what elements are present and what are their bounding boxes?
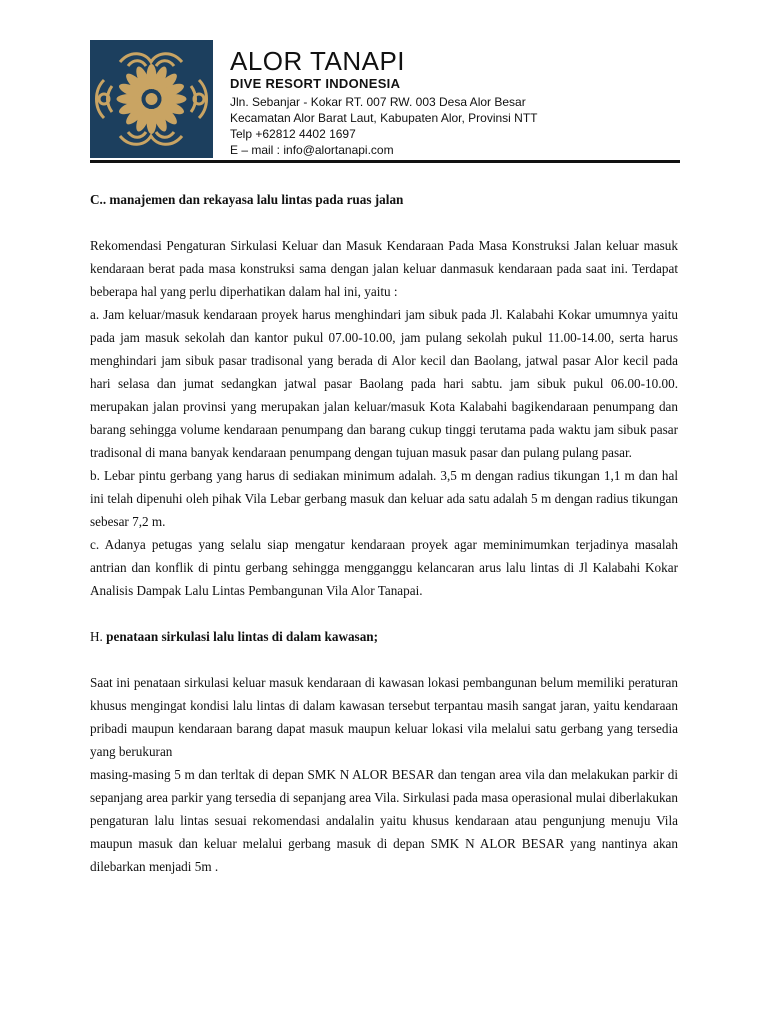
company-address-line-2: Kecamatan Alor Barat Laut, Kabupaten Alor, Provinsi NTT (230, 111, 538, 125)
letterhead-divider (90, 160, 680, 163)
company-info (230, 46, 538, 158)
section-c-point-b: b. Lebar pintu gerbang yang harus di sediakan minimum adalah. 3,5 m dengan radius tikungan 1,1 m dan hal ini telah dipenuhi oleh pihak Vila Lebar gerbang masuk dan keluar ada satu adalah 5 m dengan radius tikungan sebesar 7,2 m. (90, 468, 678, 529)
ornamental-flower-logo-icon (90, 40, 213, 158)
document-body (90, 188, 678, 878)
section-h-paragraph-1: Saat ini penataan sirkulasi keluar masuk kendaraan di kawasan lokasi pembangunan belum memiliki peraturan khusus mengingat kondisi lalu lintas di dalam kawasan tersebut terpantau masih sangat jaran, yaitu kendaraan pribadi maupun kendaraan barang dapat masuk maupun keluar lokasi vila melalui satu gerbang yang tersedia yang berukuran (90, 675, 678, 759)
section-h-heading: penataan sirkulasi lalu lintas di dalam kawasan; (106, 629, 379, 644)
company-name: ALOR TANAPI (230, 46, 406, 76)
company-subtitle: DIVE RESORT INDONESIA (230, 76, 401, 91)
company-email: E – mail : info@alortanapi.com (230, 143, 394, 157)
section-c-point-a: a. Jam keluar/masuk kendaraan proyek harus menghindari jam sibuk pada Jl. Kalabahi Kokar umumnya yaitu pada jam masuk sekolah dan kantor pukul 07.00-10.00, jam pulang sekolah pukul 11.00-14.00, serta harus menghindari jam sibuk pasar tradisonal yang berada di Alor kecil dan Baolang, jatwal pasar Alor kecil pada hari selasa dan jumat sedangkan jatwal pasar Baolang pada hari sabtu. jam sibuk pukul 06.00-10.00. merupakan jalan provinsi yang merupakan jalan keluar/masuk Kota Kalabahi bagikendaraan penumpang dan barang sehingga volume kendaraan penumpang dan barang cukup tinggi terutama pada waktu jam sibuk pasar tradisonal di mana banyak kendaraan penumpang dengan tujuan masuk pasar dan pulang pulang pasar. (90, 307, 678, 460)
section-h-prefix: H. (90, 629, 107, 644)
section-c-intro: Rekomendasi Pengaturan Sirkulasi Keluar dan Masuk Kendaraan Pada Masa Konstruksi Jalan keluar masuk kendaraan berat pada masa konstruksi sama dengan jalan keluar danmasuk kendaraan pada saat ini. Terdapat beberapa hal yang perlu diperhatikan dalam hal ini, yaitu : (90, 238, 678, 299)
letterhead (90, 40, 680, 158)
section-c-heading: C.. manajemen dan rekayasa lalu lintas pada ruas jalan (90, 192, 404, 207)
section-c-point-c: c. Adanya petugas yang selalu siap mengatur kendaraan proyek agar meminimumkan terjadinya masalah antrian dan konflik di pintu gerbang sehingga mengganggu kelancaran arus lalu lintas di Jl Kalabahi Kokar Analisis Dampak Lalu Lintas Pembangunan Vila Alor Tanapai. (90, 537, 678, 598)
company-logo (90, 40, 213, 158)
section-h-heading-line (90, 625, 678, 648)
company-address-line-1: Jln. Sebanjar - Kokar RT. 007 RW. 003 Desa Alor Besar (230, 95, 526, 109)
company-phone: Telp +62812 4402 1697 (230, 127, 356, 141)
section-h-paragraph-2: masing-masing 5 m dan terltak di depan SMK N ALOR BESAR dan tengan area vila dan melakukan parkir di sepanjang area parkir yang tersedia di sepanjang area Vila. Sirkulasi pada masa operasional mulai diberlakukan pengaturan lalu lintas sesuai rekomendasi andalalin yaitu khusus kendaraan atau pengunjung menuju Vila maupun masuk dan keluar melalui gerbang masuk di depan SMK N ALOR BESAR yang nantinya akan dilebarkan menjadi 5m . (90, 767, 678, 874)
